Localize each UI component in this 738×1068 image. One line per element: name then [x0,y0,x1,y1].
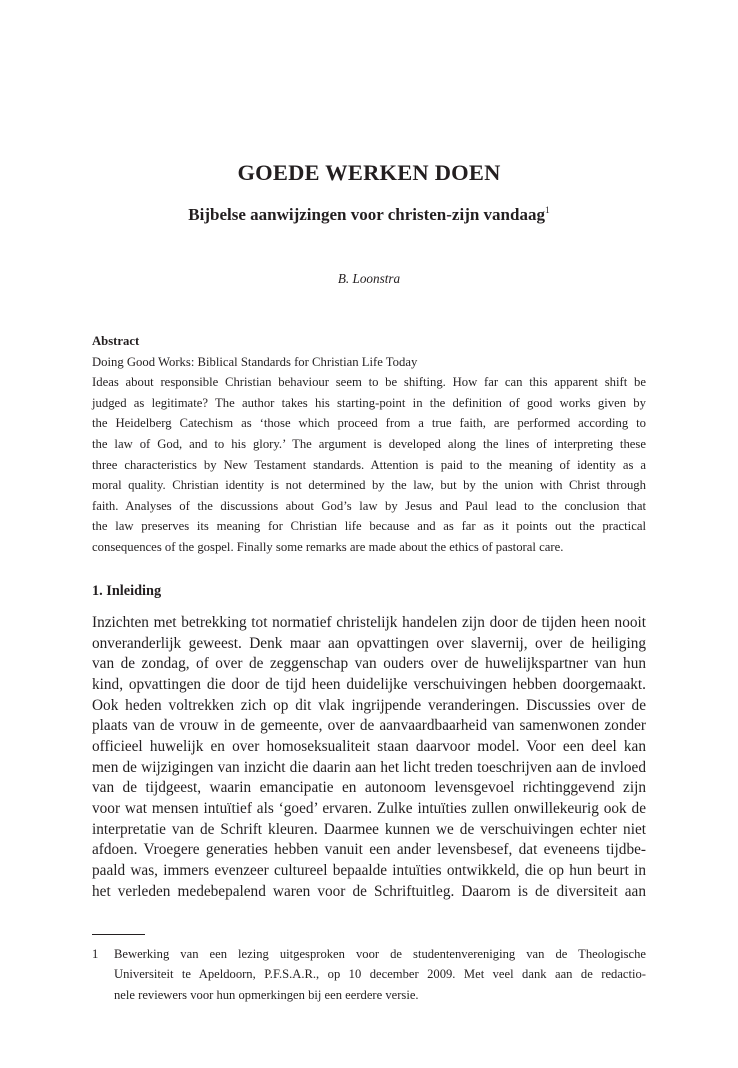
abstract-label: Abstract [92,334,140,348]
footnote-number: 1 [92,947,99,961]
body-line: officieel huwelijk en over homoseksualiteit staan daarvoor model. Voor een deel kan [92,737,646,755]
body-line: afdoen. Vroegere generaties hebben vanuit een ander levensbesef, dat eveneens tijdbe- [92,841,646,859]
body-line: Ook heden voltrekken zich op dit vlak ingrijpende veranderingen. Discussies over de [92,696,646,714]
abstract-line: Ideas about responsible Christian behaviour seem to be shifting. How far can this apparent shift be [92,375,646,390]
abstract-line: the Heidelberg Catechism as ‘those which proceed from a true faith, are performed according to [92,416,646,431]
abstract-english-title: Doing Good Works: Biblical Standards for Christian Life Today [92,354,418,369]
body-line: interpretatie van de Schrift kleuren. Daarmee kunnen we de verschuivingen echter niet [92,820,646,838]
body-line: van de tijdgeest, waarin emancipatie en autonoom levensgevoel richtinggevend zijn [92,779,646,797]
section-heading: 1. Inleiding [92,583,162,599]
body-line: voor wat mensen intuïtief als ‘goed’ ervaren. Zulke intuïties zullen onwillekeurig ook de [92,799,646,817]
body-line: van de zondag, of over de zeggenschap van ouders over de huwelijkspartner van hun [92,655,646,673]
body-line: Inzichten met betrekking tot normatief christelijk handelen zijn door de tijden heen nooit [92,614,646,631]
abstract-line: moral quality. Christian identity is not determined by the law, but by the union with Christ through [92,478,646,493]
footnote-reference[interactable]: 1 [544,206,550,216]
footnote-line: nele reviewers voor hun opmerkingen bij een eerdere versie. [114,987,419,1002]
abstract-line: judged as legitimate? The author takes his starting-point in the definition of good works given by [92,395,646,410]
footnote-line: Universiteit te Apeldoorn, P.F.S.A.R., op 10 december 2009. Met veel dank aan de redactio- [114,967,646,982]
footnote-divider [92,934,145,935]
author-name: B. Loonstra [337,271,401,286]
article-subtitle [0,204,738,226]
footnote [92,944,646,1005]
abstract-line: consequences of the gospel. Finally some remarks are made about the ethics of pastoral care. [92,539,564,554]
body-line: het verleden medebepalend waren voor de Schriftuitleg. Daarom is de diversiteit aan [92,882,646,900]
footnote-text [114,944,646,1005]
subtitle-text: Bijbelse aanwijzingen voor christen-zijn vandaag [188,205,545,224]
abstract-line: the law of God, and to his glory.’ The argument is developed along the lines of interpreting these [92,436,646,451]
body-line: plaats van de vrouw in de gemeente, over de aanvaardbaarheid van samenwonen zonder [92,717,646,735]
article-title: GOEDE WERKEN DOEN [237,160,501,185]
body-line: kind, opvattingen die door de tijd heen duidelijke verschuivingen hebben doorgemaakt. [92,675,646,693]
section-body [92,613,646,902]
abstract-line: the law preserves its meaning for Christian life because and as far as it points out the practical [92,519,646,534]
body-line: paald was, immers evenzeer cultureel bepaalde intuïties ontwikkeld, die op hun beurt in [92,861,646,879]
abstract-line: three characteristics by New Testament standards. Attention is paid to the meaning of identity as a [92,457,646,472]
abstract-line: faith. Analyses of the discussions about God’s law by Jesus and Paul lead to the conclusion that [92,498,646,513]
body-line: onveranderlijk geweest. Denk maar aan opvattingen over slavernij, over de heiliging [92,634,646,652]
body-line: men de wijzigingen van inzicht die daarin aan het licht treden toeschrijven aan de invloed [92,758,646,776]
footnote-line: Bewerking van een lezing uitgesproken voor de studentenvereniging van de Theologische [114,947,646,961]
abstract-block [92,331,646,558]
